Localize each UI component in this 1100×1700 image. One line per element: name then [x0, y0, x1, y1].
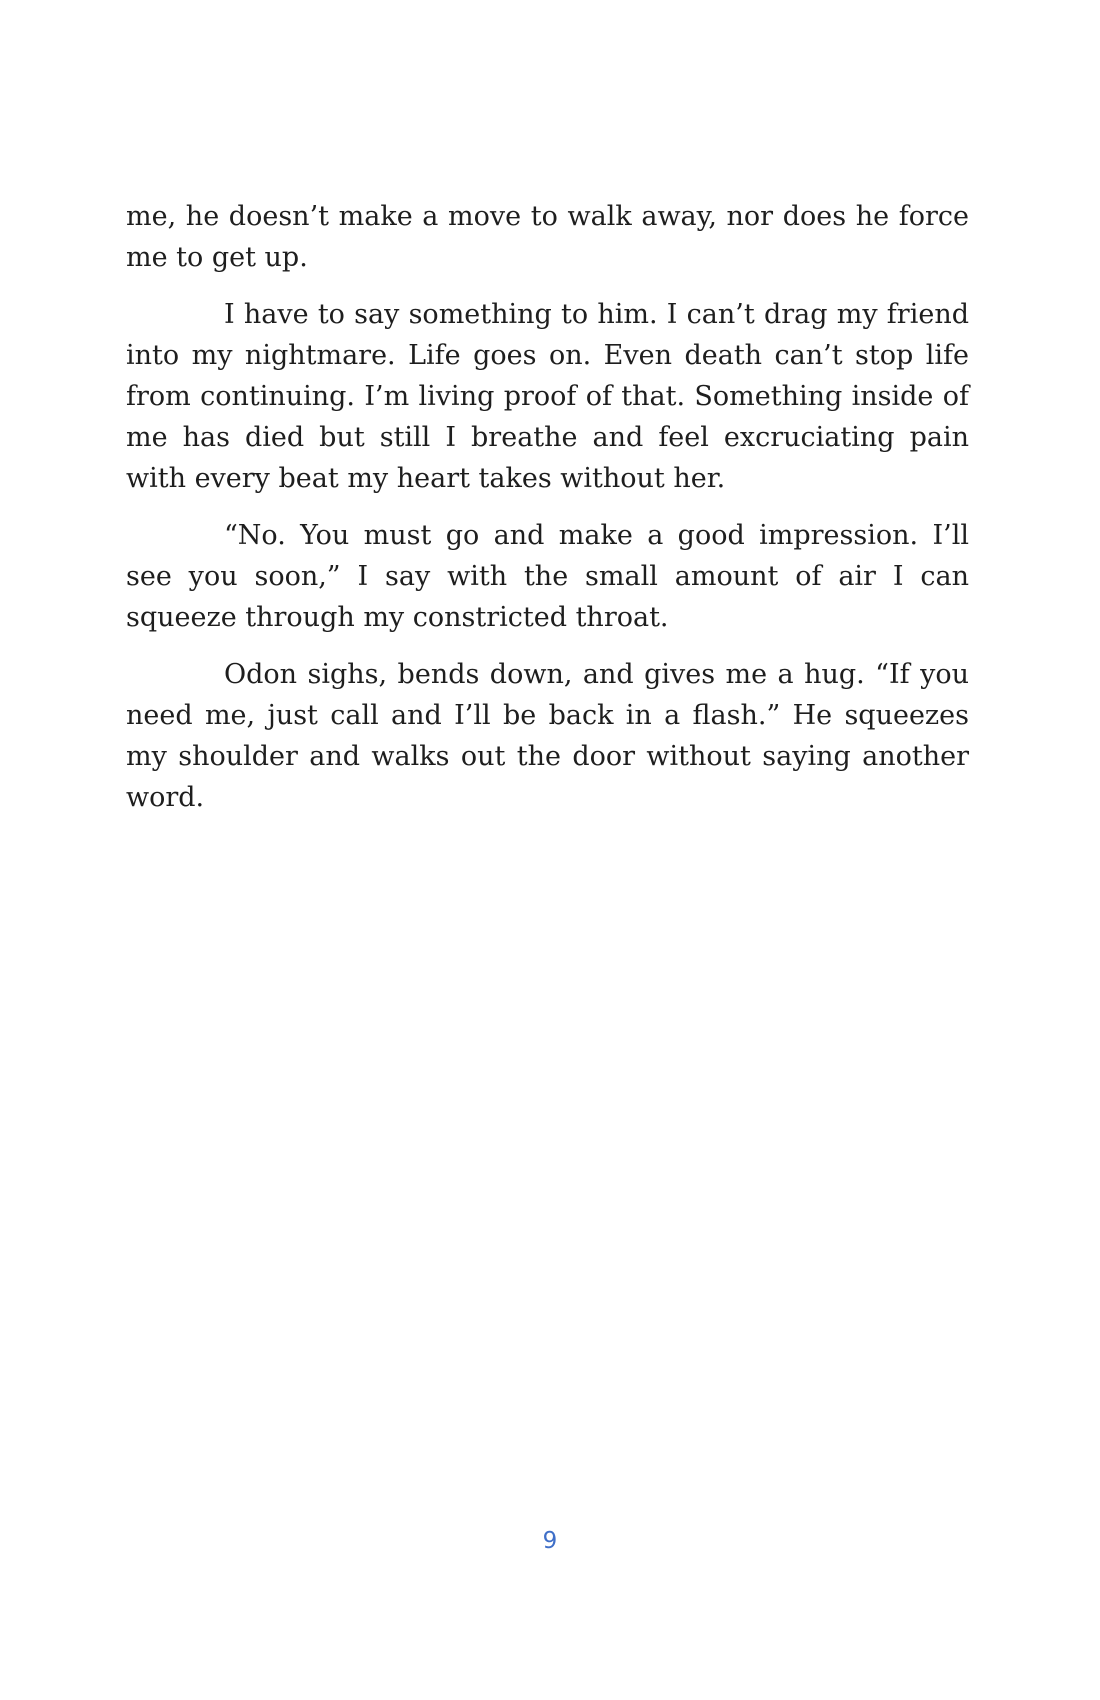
body-text — [126, 196, 969, 834]
paragraph: I have to say something to him. I can’t drag my friend into my nightmare. Life goes on. Even death can’t stop life from continuing. I’m living proof of that. Something inside of me has died but still I breathe and feel excruciating pain with every beat my heart takes without her. — [126, 299, 969, 494]
paragraph: “No. You must go and make a good impression. I’ll see you soon,” I say with the small amount of air I can squeeze through my constricted throat. — [126, 520, 969, 633]
paragraph-continuation: me, he doesn’t make a move to walk away, nor does he force me to get up. — [126, 201, 969, 273]
paragraph: Odon sighs, bends down, and gives me a hug. “If you need me, just call and I’ll be back in a flash.” He squeezes my shoulder and walks out the door without saying another word. — [126, 659, 969, 813]
page-number: 9 — [542, 1528, 558, 1554]
